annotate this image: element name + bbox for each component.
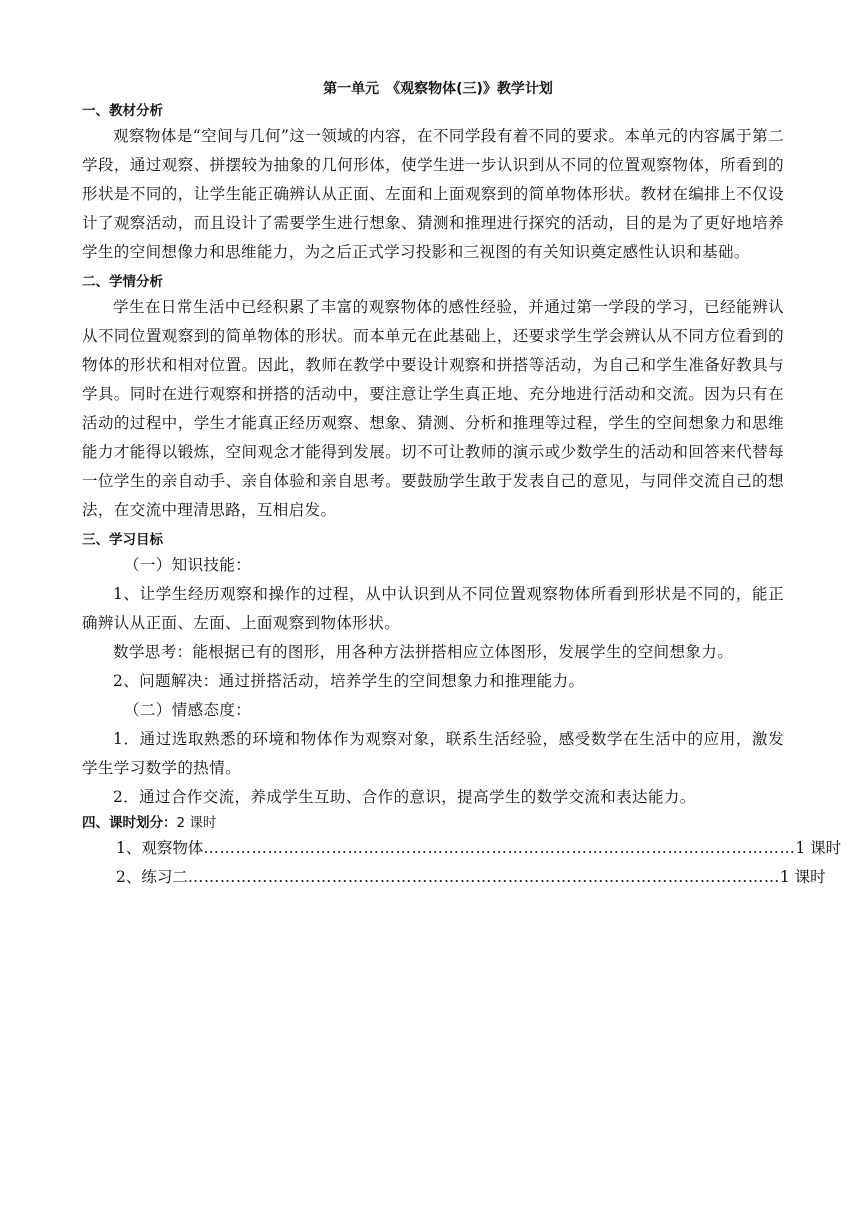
section-student-analysis	[82, 271, 784, 525]
total-hours: 2 课时	[176, 815, 217, 831]
goal-item: 1．通过选取熟悉的环境和物体作为观察对象，联系生活经验，感受数学在生活中的应用，激发学生学习数学的热情。	[82, 730, 784, 777]
section-schedule	[82, 812, 842, 892]
paragraph: 学生在日常生活中已经积累了丰富的观察物体的感性经验，并通过第一学段的学习，已经能辨认从不同位置观察到的简单物体的形状。而本单元在此基础上，还要求学生学会辨认从不同方位看到的物体的形状和相对位置。因此，教师在教学中要设计观察和拼搭等活动，为自己和学生准备好教具与学具。同时在进行观察和拼搭的活动中，要注意让学生真正地、充分地进行活动和交流。因为只有在活动的过程中，学生才能真正经历观察、想象、猜测、分析和推理等过程，学生的空间想象力和思维能力才能得以锻炼，空间观念才能得到发展。切不可让教师的演示或少数学生的活动和回答来代替每一位学生的亲自动手、亲自体验和亲自思考。要鼓励学生敢于发表自己的意见，与同伴交流自己的想法，在交流中理清思路，互相启发。	[82, 298, 784, 519]
section-heading	[82, 812, 784, 834]
dot-leader: …………………………………………………………………………………………………	[187, 868, 780, 886]
goal-item: 2、问题解决：通过拼搭活动，培养学生的空间想象力和推理能力。	[113, 672, 585, 690]
subsection-title: （一）知识技能：	[124, 556, 252, 574]
section-heading: 一、教材分析	[82, 103, 163, 119]
schedule-item: 2、练习二	[116, 868, 188, 886]
paragraph: 观察物体是“空间与几何”这一领域的内容，在不同学段有着不同的要求。本单元的内容属于第二学段，通过观察、拼摆较为抽象的几何形体，使学生进一步认识到从不同的位置观察物体，所看到的形状是不同的，让学生能正确辨认从正面、左面和上面观察到的简单物体形状。教材在编排上不仅设计了观察活动，而且设计了需要学生进行想象、猜测和推理进行探究的活动，目的是为了更好地培养学生的空间想像力和思维能力，为之后正式学习投影和三视图的有关知识奠定感性认识和基础。	[82, 127, 784, 261]
schedule-hours: 1 课时	[795, 839, 842, 857]
section-learning-goals	[82, 529, 784, 812]
schedule-row	[82, 863, 826, 892]
section-heading: 二、学情分析	[82, 274, 163, 290]
schedule-row	[82, 834, 842, 863]
schedule-hours: 1 课时	[779, 868, 826, 886]
goal-item: 1、让学生经历观察和操作的过程，从中认识到从不同位置观察物体所看到形状是不同的，能正确辨认从正面、左面、上面观察到物体形状。	[82, 585, 784, 632]
section-heading: 三、学习目标	[82, 532, 163, 548]
page-title: 第一单元 《观察物体(三)》教学计划	[323, 81, 553, 97]
dot-leader: …………………………………………………………………………………………………	[203, 839, 796, 857]
section-materials	[82, 100, 784, 267]
schedule-heading: 四、课时划分：	[82, 815, 177, 831]
subsection-title: （二）情感态度：	[124, 701, 252, 719]
schedule-item: 1、观察物体	[116, 839, 204, 857]
goal-item: 2．通过合作交流，养成学生互助、合作的意识，提高学生的数学交流和表达能力。	[113, 788, 696, 806]
goal-item: 数学思考：能根据已有的图形，用各种方法拼搭相应立体图形，发展学生的空间想象力。	[113, 643, 734, 661]
